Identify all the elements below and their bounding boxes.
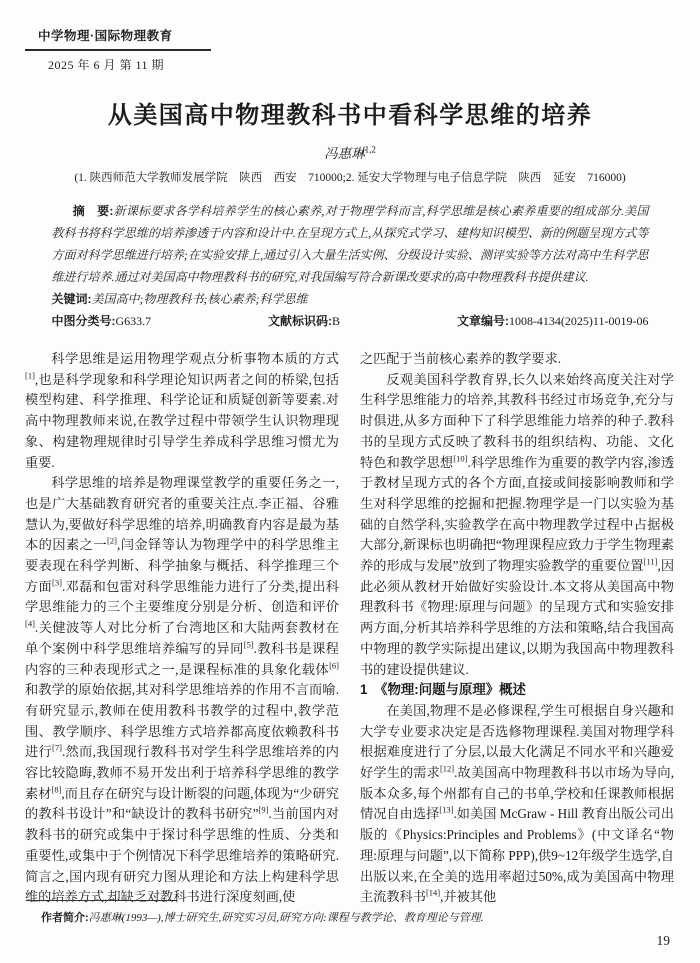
keywords-line [52,288,649,310]
author-bio-label: 作者简介: [41,912,89,924]
journal-issue: 2025 年 6 月 第 11 期 [48,58,165,72]
page-number: 19 [656,933,670,948]
article-title: 从美国高中物理教科书中看科学思维的培养 [107,102,593,129]
abstract-label: 摘 要: [72,204,114,218]
clc-label: 中图分类号: [51,314,116,328]
author-affiliation-superscript: 1,2 [364,144,376,155]
body-paragraph: 反观美国科学教育界,长久以来始终高度关注对学生科学思维能力的培养,其教科书经过市场竞争,充分与时俱进,从多方面种下了科学思维能力培养的种子.教科书的呈现方式反映了教科书的组织结构、功能、文化特色和教学思想[10].科学思维作为重要的教学内容,渗透于教材呈现方式的各个方面,直接或间接影响教师和学生对科学思维的挖掘和把握.物理学是一门以实验为基础的自然学科,实验教学在高中物理教学过程中占据极大部分,新课标也明确把“物理课程应致力于学生物理素养的形成与发展”放到了物理实验教学的重要位置[11],因此必须从教材开始做好实验设计.本文将从美国高中物理教科书《物理:原理与问题》的呈现方式和实验安排两方面,分析其培养科学思维的方法和策略,结合我国高中物理的教学实际提出建议,以期为我国高中物理教科书的建设提供建议. [360,371,675,677]
footnote [27,900,675,925]
keywords-label: 关键词: [51,292,92,306]
author-bio [27,909,675,925]
article-id-segment [457,310,649,332]
author-bio-text: 冯惠琳(1993—),博士研究生,研究实习员,研究方向:课程与教学论、教育理论与管理. [88,912,484,924]
journal-masthead [25,26,211,73]
body-paragraph: 科学思维的培养是物理课堂教学的重要任务之一,也是广大基础教育研究者的重要关注点.李正福、谷雅慧认为,要做好科学思维的培养,明确教育内容是最为基本的因素之一[2],闫金铎等认为物理学中的科学思维主要表现在科学判断、科学抽象与概括、科学推理三个方面[3].邓磊和包雷对科学思维能力进行了分类,提出科学思维能力的三个主要维度分别是分析、创造和评价[4].关健波等人对比分析了台湾地区和大陆两套教材在单个案例中科学思维培养编写的异同[5].教科书是课程内容的三种表现形式之一,是课程标准的具象化载体[6]和教学的原始依据,其对科学思维培养的作用不言而喻.有研究显示,教师在使用教科书教学的过程中,教学范围、教学顺序、科学思维方式培养都高度依赖教科书进行[7].然而,我国现行教科书对学生科学思维培养的内容比较隐晦,教师不易开发出利于培养科学思维的教学素材[8],而且存在研究与设计断裂的问题,体现为“少研究的教科书设计”和“缺设计的教科书研究”[9].当前国内对教科书的研究或集中于探讨科学思维的性质、分类和重要性,或集中于个例情况下科学思维培养的策略研究.简言之,国内现有研究力图从理论和方法上构建科学思维的培养方式,却缺乏对教科书进行深度刻画,使 [25,475,340,905]
abstract-paragraph [52,200,649,288]
journal-name: 中学物理·国际物理教育 [25,26,211,51]
article-id-value: 1008-4134(2025)11-0019-06 [508,314,649,328]
classification-row [52,310,649,332]
article-body [25,349,675,908]
body-paragraph: 科学思维是运用物理学观点分析事物本质的方式[1],也是科学现象和科学理论知识两者之间的桥梁,包括模型构建、科学推理、科学论证和质疑创新等要素.对高中物理教师来说,在教学过程中带领学生认识物理现象、构建物理规律时引导学生养成科学思维习惯尤为重要. [25,351,339,470]
doc-code-value: B [332,314,341,328]
author-name: 冯惠琳 [324,146,365,161]
affiliation: (1. 陕西师范大学教师发展学院 陕西 西安 710000;2. 延安大学物理与电子信息学院 陕西 延安 716000) [74,172,626,184]
clc-segment [52,310,152,332]
clc-value: G633.7 [115,314,152,328]
body-paragraph: 之匹配于当前核心素养的教学要求. [360,351,562,366]
doc-code-segment [268,310,340,332]
section-heading: 1 《物理:问题与原理》概述 [360,682,526,698]
front-matter [52,200,649,332]
doc-code-label: 文献标识码: [268,314,333,328]
footnote-divider [27,900,177,901]
abstract-text: 新课标要求各学科培养学生的核心素养,对于物理学科而言,科学思维是核心素养重要的组成部分.美国教科书将科学思维的培养渗透于内容和设计中.在呈现方式上,从探究式学习、建构知识模型、新的例题呈现方式等方面对科学思维进行培养;在实验安排上,通过引入大量生活实例、分级设计实验、测评实验等方法对高中生科学思维进行培养.通过对美国高中物理教科书的研究,对我国编写符合新课改要求的高中物理教科书提供建议. [51,204,649,284]
body-column-right [360,349,674,908]
article-id-label: 文章编号: [456,314,509,328]
keywords-text: 美国高中;物理教科书;核心素养;科学思维 [91,292,308,306]
body-paragraph: 在美国,物理不是必修课程,学生可根据自身兴趣和大学专业要求决定是否选修物理课程.美国对物理学科根据难度进行了分层,以最大化满足不同水平和兴趣爱好学生的需求[12].故美国高中物理教科书以市场为导向,版本众多,每个州都有自己的书单,学校和任课教师根据情况自由选择[13].如美国 McGraw - Hill 教育出版公司出版的《Physics:Principles and Problems》(中文译名“物理:原理与问题”,以下简称 PPP),供9~12年级学生选学,自出版以来,在全美的选用率超过50%,成为美国高中物理主流教科书[14],并被其他 [360,702,674,905]
body-column-left [25,349,339,908]
author-line [0,142,700,162]
